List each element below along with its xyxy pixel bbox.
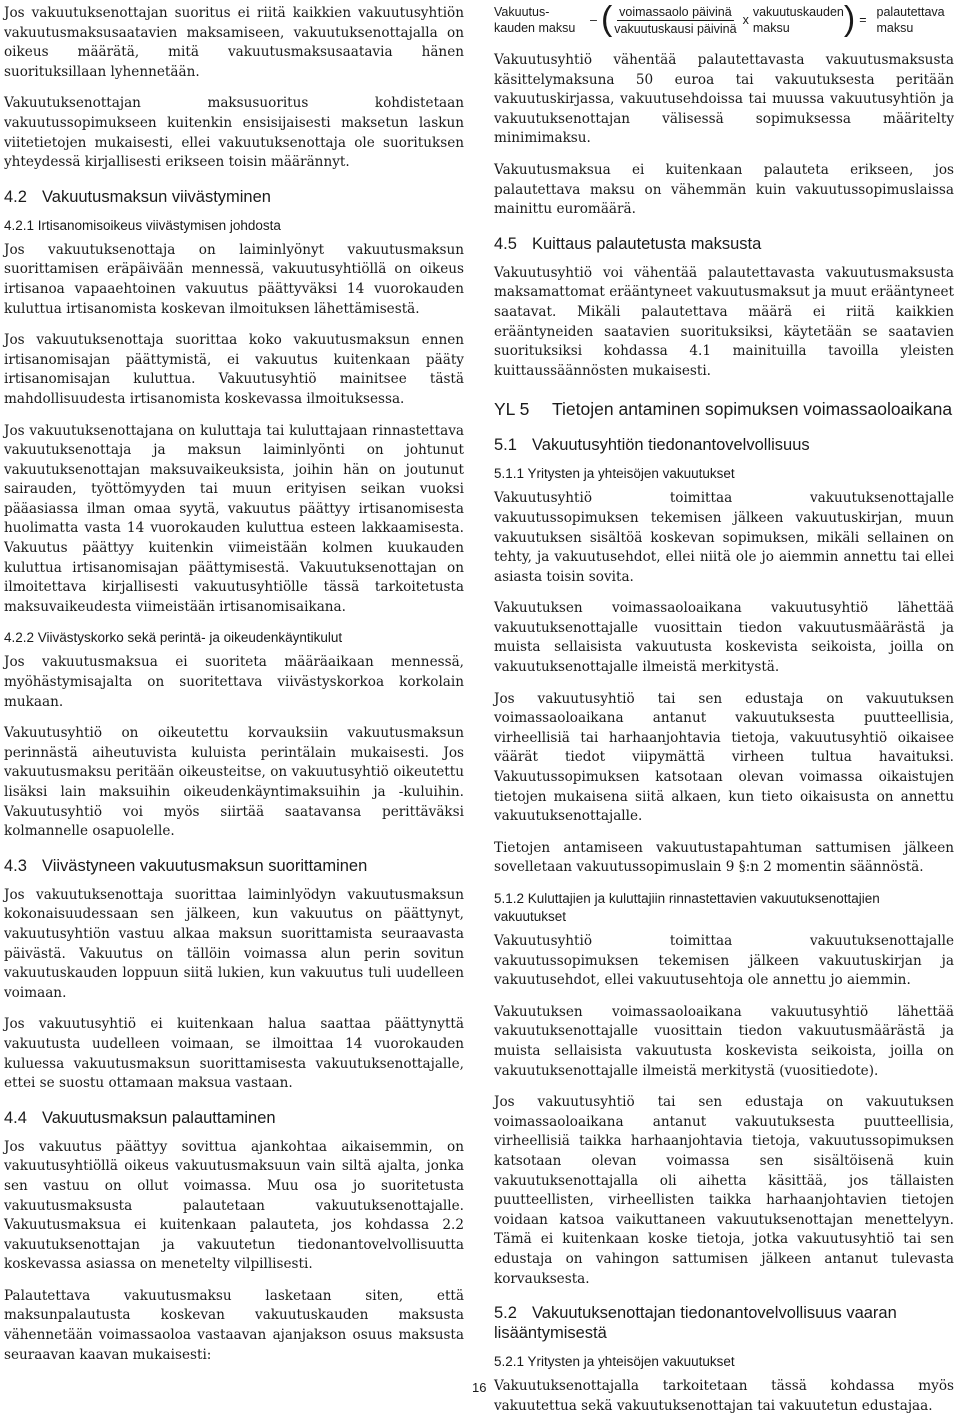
formula-label-line: kauden maksu: [494, 21, 576, 35]
section-heading-4-4: [4, 1108, 464, 1128]
section-title: Vakuutusmaksun palauttaminen: [42, 1108, 276, 1127]
paragraph: Jos vakuutuksenottaja on laiminlyönyt vakuutusmaksun suorittamisen eräpäivään mennessä, vakuutusyhtiöllä on oikeus irtisanoa vapaaehtoinen vakuutus päättyväksi 14 vuorokauden kuluttua irtisanomista koskevan ilmoituksen lähettämisestä.: [4, 241, 464, 317]
open-paren: (: [600, 0, 613, 38]
refund-formula: [494, 0, 954, 38]
paragraph: Vakuutuksenottajan maksusuoritus kohdistetaan vakuutussopimukseen kuitenkin ensisijaisesti maksetun laskun viitetietojen mukaisesti, ellei vakuutuksenottaja ole suorituksen yhteydessä kirjallisesti erikseen toisin määrännyt.: [4, 95, 464, 171]
subsection-heading-5-1-2: 5.1.2 Kuluttajien ja kuluttajiin rinnastettavien vakuutuksenottajien vakuutukset: [494, 891, 880, 924]
section-title: Kuittaus palautetusta maksusta: [532, 234, 762, 253]
paragraph: Palautettava vakuutusmaksu lasketaan siten, että maksunpalautusta koskevan vakuutuskauden maksusta vähennetään voimassaoloa vastaavan ajanjakson osuus maksusta seuraavan kaavan mukaisesti:: [4, 1287, 464, 1363]
section-number: 4.3: [4, 856, 27, 875]
section-title: Vakuutuksenottajan tiedonantovelvollisuus vaaran lisääntymisestä: [494, 1304, 897, 1343]
equals-sign: =: [859, 13, 867, 27]
page-number: 16: [472, 1380, 487, 1395]
result-line: maksu: [876, 21, 914, 35]
paragraph: Jos vakuutuksenottaja suorittaa laiminlyödyn vakuutusmaksun kokonaisuudessaan sen jälkeen, kun vakuutus on päättynyt, vakuutusyhtiön vastuu alkaa maksun suorittamista seuraavasta päivästä. Vakuutus on tällöin voimassa alun perin sovitun vakuutuskauden loppuun siitä lukien, kun vakuutus tuli uudelleen voimaan.: [4, 886, 464, 1001]
paragraph: Jos vakuutuksenottajan suoritus ei riitä kaikkien vakuutusyhtiön vakuutusmaksusaatavien maksamiseen, vakuutuksenottajalla on oikeus määrätä, mitä vakuutusmaksusaatavia hänen suorituksillaan lyhennetään.: [4, 5, 464, 80]
left-column: [4, 0, 464, 1377]
section-heading-4-2: [4, 187, 464, 207]
paragraph: Vakuutuksen voimassaoloaikana vakuutusyhtiö lähettää vakuutuksenottajalle vuosittain tiedon vakuutusmäärästä ja muista sellaisista vakuutusta koskevista seikoista, joilla on vakuutuksenottajalle ilmeistä merkitystä (vuositiedote).: [494, 1003, 954, 1079]
paragraph: Vakuutusmaksua ei kuitenkaan palauteta erikseen, jos palautettava maksu on vähemmän kuin vakuutussopimuslaissa mainittu euromäärä.: [494, 161, 954, 218]
section-number: 4.4: [4, 1108, 27, 1127]
section-number: 4.5: [494, 234, 517, 253]
section-heading-4-3: [4, 856, 464, 876]
subsection-heading-4-2-2: 4.2.2 Viivästyskorko sekä perintä- ja oikeudenkäyntikulut: [4, 630, 343, 646]
right-column: [494, 0, 954, 1428]
section-title: Vakuutusmaksun viivästyminen: [42, 187, 271, 206]
fraction: [612, 4, 738, 37]
paragraph: Jos vakuutus päättyy sovittua ajankohtaa aikaisemmin, on vakuutusyhtiöllä oikeus vakuutusmaksuun vain siltä ajalta, jonka sen vastuu on ollut voimassa. Muu osa jo suoritetusta vakuutusmaksusta palautetaan vakuutuksenottajalle. Vakuutusmaksua ei kuitenkaan palauteta, jos kohdassa 2.2 vakuutuksenottajan ja vakuutetun tiedonantovelvollisuutta koskevassa asiassa on menetelty vilpillisesti.: [4, 1138, 464, 1273]
section-heading-5-2: [494, 1303, 954, 1343]
close-paren: ): [843, 0, 856, 38]
paragraph: Vakuutuksen voimassaoloaikana vakuutusyhtiö lähettää vakuutuksenottajalle vuosittain tiedon vakuutusmäärästä ja muista sellaisista vakuutusta koskevista seikoista, joilla on vakuutuksenottajalle ilmeistä merkitystä.: [494, 600, 954, 676]
paragraph: Jos vakuutuksenottaja suorittaa koko vakuutusmaksun ennen irtisanomisajan päättymistä, ei vakuutus kuitenkaan pääty irtisanomisajan kuluttua. Vakuutusyhtiö mainitsee tästä mahdollisuudesta irtisanomista koskevassa ilmoituksessa.: [4, 332, 464, 407]
paragraph: Vakuutusyhtiö toimittaa vakuutuksenottajalle vakuutussopimuksen tekemisen jälkeen vakuutuskirjan, muun vakuutuksen sisältöä koskevan sopimuksen, mikäli sellainen on tehty, ja vakuutusehdot, ellei niitä ole jo aiemmin annettu tai ellei asiasta toisin sovita.: [494, 490, 954, 585]
section-title: Vakuutusyhtiön tiedonantovelvollisuus: [532, 436, 810, 455]
subsection-heading-4-2-1: 4.2.1 Irtisanomisoikeus viivästymisen johdosta: [4, 217, 281, 233]
factor-line: vakuutuskauden: [752, 5, 844, 19]
chapter-heading-yl5: [494, 397, 954, 421]
section-title: Viivästyneen vakuutusmaksun suorittaminen: [42, 856, 368, 875]
paragraph: Jos vakuutusyhtiö tai sen edustaja on vakuutuksen voimassaoloaikana antanut vakuutuksesta puutteellisia, virheellisiä taikka harhaanjohtavia tietoja, vakuutussopimuksen katsotaan olevan voimassa sen sisältöisenä kuin vakuutuksenottajalla oli aihetta käsittää, jos tällaisten puutteellisten, virheellisten taikka harhaanjohtavien tietojen voidaan katsoa vaikuttaneen vakuutuksenottajan menettelyyn. Tämä ei kuitenkaan koske tietoja, jotka vakuutusyhtiö tai sen edustaja on vahingon sattumisen jälkeen antanut tulevasta korvauksesta.: [494, 1094, 954, 1287]
subsection-heading-5-1-1: 5.1.1 Yritysten ja yhteisöjen vakuutukset: [494, 466, 735, 482]
section-number: 5.1: [494, 436, 517, 455]
paragraph: Vakuutusyhtiö toimittaa vakuutuksenottajalle vakuutussopimuksen tekemisen jälkeen vakuutuskirjan ja vakuutusehdot, ellei vakuutusehtoja ole annettu jo aiemmin.: [494, 933, 954, 989]
formula-label-line: Vakuutus-: [494, 5, 550, 19]
section-number: 4.2: [4, 187, 27, 206]
section-heading-4-5: [494, 234, 954, 254]
paragraph: Jos vakuutusyhtiö ei kuitenkaan halua saattaa päättynyttä vakuutusta uudelleen voimaan, se ilmoittaa 14 vuorokauden kuluessa vakuutusmaksun suorittamisesta vakuutuksenottajalle, ettei se suostu ottamaan maksua vastaan.: [4, 1016, 464, 1092]
formula-label: [494, 4, 586, 36]
section-number: 5.2: [494, 1304, 517, 1323]
formula-result: [876, 4, 945, 36]
chapter-title: Tietojen antaminen sopimuksen voimassaoloaikana: [552, 399, 953, 420]
factor-line: maksu: [752, 21, 790, 35]
paragraph: Vakuutusyhtiö voi vähentää palautettavasta vakuutusmaksusta maksamattomat erääntyneet vakuutusmaksut ja muut erääntyneet saatavat. Mikäli palautettava määrä ei riitä kaikkien erääntyneiden saatavien suorituksiksi, käytetään se saatavien suorituksiksi kohdassa 4.1 mainituilla tavoilla yleisten kuittaussäännösten mukaisesti.: [494, 264, 954, 379]
paragraph: Vakuutusyhtiö on oikeutettu korvauksiin vakuutusmaksun perinnästä aiheutuvista kuluista perintälain mukaisesti. Jos vakuutusmaksu peritään oikeusteitse, on vakuutusyhtiö oikeutettu lisäksi lain maksuihin oikeudenkäyntimaksuihin ja -kuluihin. Vakuutusyhtiö voi myös siirtää saatavansa perittäväksi kolmannelle osapuolelle.: [4, 725, 464, 840]
paragraph: Jos vakuutusyhtiö tai sen edustaja on vakuutuksen voimassaoloaikana antanut vakuutuksesta puutteellisia, virheellisiä tai harhaanjohtavia tietoja, vakuutusyhtiö oikaisee väärät tiedot viipymättä virheen tultua havaituksi. Vakuutussopimuksen katsotaan olevan voimassa oikaistujen tietojen mukaisena siitä alkaen, kun tieto oikaisusta on annettu vakuutuksenottajalle.: [494, 690, 954, 825]
paragraph: Jos vakuutuksenottajana on kuluttaja tai kuluttajaan rinnastettava vakuutuksenottaja ja maksun laiminlyönti on johtunut vakuutuksenottajan maksuvaikeuksista, joihin hän on joutunut sairauden, työttömyyden tai muun erityisen seikan vuoksi pääasiassa ilman omaa syytä, vakuutus päättyy irtisanomisesta huolimatta vasta 14 vuorokauden kuluttua esteen lakkaamisesta. Vakuutus päättyy kuitenkin viimeistään kolmen kuukauden kuluttua irtisanomisajan päättymisestä. Vakuutuksenottajan on ilmoitettava kirjallisesti vakuutusyhtiölle tässä tarkoitetusta maksuvaikeudesta viimeistään irtisanomisaikana.: [4, 422, 464, 615]
minus-sign: –: [590, 13, 597, 27]
result-line: palautettava: [876, 5, 945, 19]
section-heading-5-1: [494, 435, 954, 455]
paragraph: Vakuutuksenottajalla tarkoitetaan tässä kohdassa myös vakuutettua sekä vakuutuksenottajan tai vakuutetun edustajaa.: [494, 1378, 954, 1414]
paragraph: Vakuutusyhtiö vähentää palautettavasta vakuutusmaksusta käsittelymaksuna 50 euroa tai vakuutuksesta peritään vakuutuskirjassa, vakuutusehdoissa tai muussa vakuutusyhtiön ja vakuutuksenottajan välisessä sopimuksessa määritelty minimimaksu.: [494, 52, 954, 147]
paragraph: Tietojen antamiseen vakuutustapahtuman sattumisen jälkeen sovelletaan vakuutussopimuslain 9 §:n 2 momentin säännöstä.: [494, 839, 954, 876]
chapter-number: YL 5: [494, 399, 530, 420]
numerator: voimassaolo päivinä: [619, 5, 732, 19]
formula-factor: [753, 4, 844, 36]
denominator: vakuutuskausi päivinä: [614, 22, 737, 36]
paragraph: Jos vakuutusmaksua ei suoriteta määräaikaan mennessä, myöhästymisajalta on suoritettava viivästyskorkoa korkolain mukaan.: [4, 654, 464, 710]
subsection-heading-5-2-1: 5.2.1 Yritysten ja yhteisöjen vakuutukset: [494, 1354, 735, 1370]
times-sign: x: [742, 13, 749, 27]
